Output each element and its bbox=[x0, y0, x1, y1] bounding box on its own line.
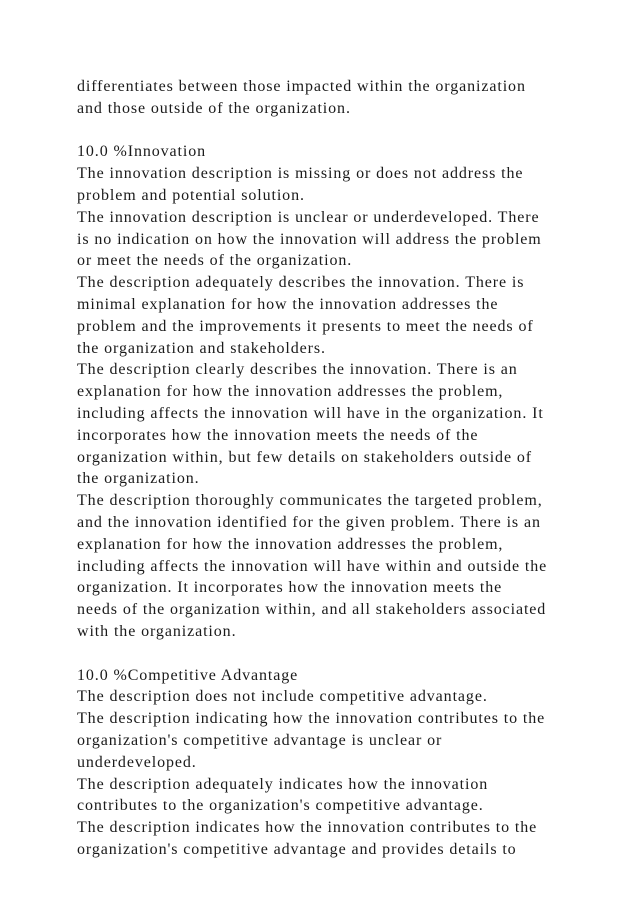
innovation-line: The innovation description is missing or does not address the bbox=[77, 165, 524, 183]
innovation-line: including affects the innovation will have within and outside the bbox=[77, 557, 548, 575]
section-heading-innovation: 10.0 %Innovation bbox=[77, 143, 207, 161]
innovation-line: with the organization. bbox=[77, 622, 237, 640]
innovation-line: and the innovation identified for the given problem. There is an bbox=[77, 513, 541, 531]
competitive-line: The description indicating how the innovation contributes to the bbox=[77, 710, 546, 728]
innovation-line: explanation for how the innovation addresses the problem, bbox=[77, 535, 504, 553]
paragraph-gap bbox=[77, 120, 577, 142]
innovation-line: is no indication on how the innovation will address the problem bbox=[77, 230, 542, 248]
innovation-line: including affects the innovation will have in the organization. It bbox=[77, 404, 544, 422]
competitive-line: organization's competitive advantage and provides details to bbox=[77, 840, 517, 858]
innovation-line: organization within, but few details on stakeholders outside of bbox=[77, 448, 532, 466]
competitive-line: The description adequately indicates how the innovation bbox=[77, 775, 489, 793]
innovation-line: organization. It incorporates how the innovation meets the bbox=[77, 579, 503, 597]
innovation-line: needs of the organization within, and all stakeholders associated bbox=[77, 601, 547, 619]
competitive-line: contributes to the organization's competitive advantage. bbox=[77, 797, 484, 815]
section-heading-competitive-advantage: 10.0 %Competitive Advantage bbox=[77, 666, 299, 684]
innovation-line: the organization and stakeholders. bbox=[77, 339, 326, 357]
innovation-line: The description thoroughly communicates the targeted problem, bbox=[77, 492, 543, 510]
competitive-line: The description does not include competitive advantage. bbox=[77, 688, 488, 706]
document-body bbox=[77, 76, 577, 861]
innovation-line: or meet the needs of the organization. bbox=[77, 252, 353, 270]
competitive-line: The description indicates how the innovation contributes to the bbox=[77, 819, 538, 837]
paragraph-gap bbox=[77, 643, 577, 665]
innovation-line: explanation for how the innovation addresses the problem, bbox=[77, 383, 504, 401]
innovation-line: The innovation description is unclear or underdeveloped. There bbox=[77, 208, 540, 226]
innovation-line: minimal explanation for how the innovation addresses the bbox=[77, 295, 499, 313]
innovation-line: incorporates how the innovation meets the needs of the bbox=[77, 426, 479, 444]
competitive-line: organization's competitive advantage is unclear or bbox=[77, 731, 443, 749]
intro-line: differentiates between those impacted within the organization bbox=[77, 78, 526, 95]
innovation-line: the organization. bbox=[77, 470, 200, 488]
innovation-line: The description clearly describes the innovation. There is an bbox=[77, 361, 518, 379]
innovation-line: The description adequately describes the innovation. There is bbox=[77, 274, 525, 292]
innovation-line: problem and the improvements it presents to meet the needs of bbox=[77, 317, 534, 335]
intro-line: and those outside of the organization. bbox=[77, 99, 351, 117]
innovation-line: problem and potential solution. bbox=[77, 186, 305, 204]
competitive-line: underdeveloped. bbox=[77, 753, 197, 771]
